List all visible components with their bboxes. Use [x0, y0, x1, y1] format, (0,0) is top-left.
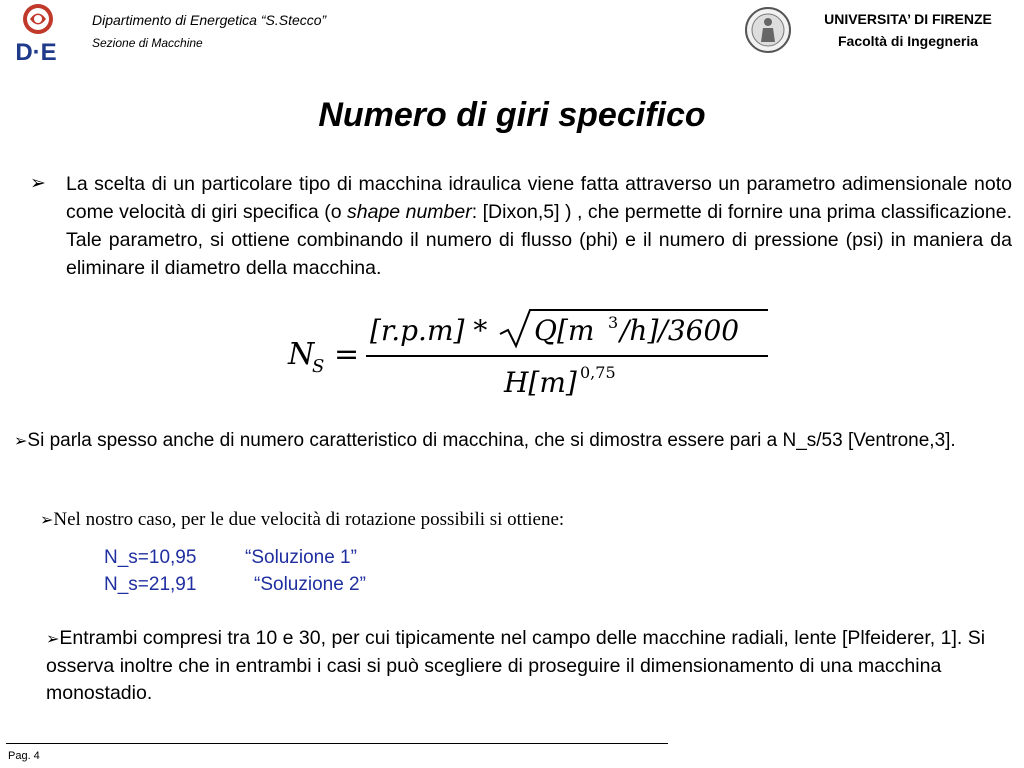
bullet-arrow-icon: ➢ [46, 631, 60, 648]
bullet2-text: Si parla spesso anche di numero caratteristico di macchina, che si dimostra essere pari a N_s/53 [Ventrone,3]. [27, 430, 956, 451]
bullet3-text: Nel nostro caso, per le due velocità di rotazione possibili si ottiene: [53, 509, 565, 530]
formula-lhs: N [288, 337, 315, 372]
solution-2-value: N_s=21,91 [104, 574, 197, 595]
faculty-name: Facoltà di Ingegneria [837, 33, 979, 49]
slide-title: Numero di giri specifico [318, 96, 706, 134]
department-section: Sezione di Macchine [92, 36, 203, 50]
department-logo [6, 2, 66, 64]
solution-2-label: “Soluzione 2” [254, 574, 366, 595]
formula-denominator: H[m] [504, 366, 577, 399]
bullet-paragraph-1 [66, 170, 1012, 282]
solution-1-label: “Soluzione 1” [245, 547, 357, 568]
department-name: Dipartimento di Energetica “S.Stecco” [92, 12, 327, 28]
bullet-arrow-icon: ➢ [40, 512, 54, 529]
formula-denominator-exp: 0,75 [580, 363, 616, 382]
university-name: UNIVERSITA’ DI FIRENZE [824, 11, 992, 27]
formula-radicand-rest: /h]/3600 [620, 314, 740, 347]
solution-1-value: N_s=10,95 [104, 547, 197, 568]
bullet-arrow-icon: ➢ [30, 173, 46, 194]
bullet1-text-a: La scelta di un particolare tipo di macchina idraulica viene fatta attraverso un parametro adimensionale noto come velocità di giri specifica (o [66, 173, 1012, 223]
bullet-paragraph-2 [14, 427, 1024, 455]
bullet-arrow-icon: ➢ [14, 433, 28, 450]
bullet-paragraph-3 [40, 509, 564, 531]
footer-divider [6, 743, 668, 744]
bullet4-text: Entrambi compresi tra 10 e 30, per cui tipicamente nel campo delle macchine radiali, lente [Plfeiderer, 1]. Si osserva inoltre che in entrambi i casi si può scegliere di proseguire il dimensionamento di una macchina monostadio. [46, 627, 986, 704]
bullet1-text-b: : [Dixon,5] ) , che permette di fornire una prima classificazione. Tale parametro, si ottiene combinando il numero di flusso (phi) e il numero di pressione (psi) in maniera da eliminare il diametro della macchina. [66, 201, 1012, 279]
formula-equals: = [334, 337, 360, 372]
bullet1-italic-term: shape number [347, 201, 472, 223]
formula-radicand-exp: 3 [608, 313, 619, 332]
formula-lhs-sub: S [312, 356, 325, 377]
specific-speed-formula [282, 308, 772, 404]
page-number: Pag. 4 [8, 750, 40, 762]
university-seal-icon [744, 6, 792, 54]
formula-radicand: Q[m [534, 314, 595, 347]
formula-numerator: [r.p.m] * [370, 314, 488, 347]
bullet-paragraph-4 [46, 625, 1006, 707]
department-logo-text: D·E [15, 39, 57, 64]
